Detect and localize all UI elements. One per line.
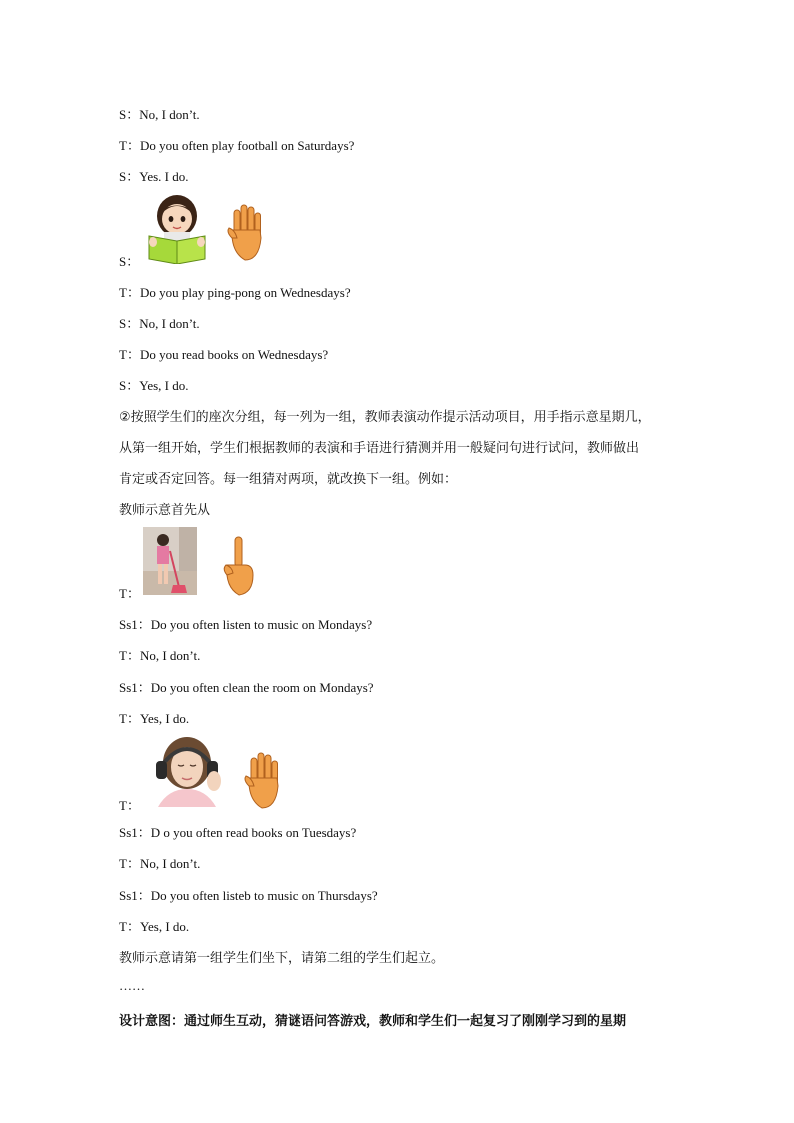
dialogue-line: S：No, I don’t. bbox=[119, 316, 200, 331]
dialogue-line: Ss1：Do you often listen to music on Mondays? bbox=[119, 617, 373, 632]
dialogue-line: S：Yes. I do. bbox=[119, 169, 189, 184]
hand-four-fingers-icon bbox=[244, 750, 282, 812]
dialogue-line: S：No, I don’t. bbox=[119, 107, 200, 122]
paragraph-line: 教师示意首先从 bbox=[119, 503, 211, 518]
dialogue-line: T： bbox=[119, 586, 140, 601]
design-intent-line: 设计意图：通过师生互动，猜谜语问答游戏，教师和学生们一起复习了刚刚学习到的星期 bbox=[119, 1014, 627, 1029]
paragraph-line: ②按照学生们的座次分组，每一列为一组，教师表演动作提示活动项目，用手指示意星期几， bbox=[119, 410, 651, 425]
dialogue-line: T： bbox=[119, 798, 140, 813]
girl-sweeping-floor-photo bbox=[143, 527, 197, 595]
ellipsis-line: …… bbox=[119, 978, 145, 993]
dialogue-line: Ss1：Do you often clean the room on Mondays? bbox=[119, 680, 374, 695]
dialogue-line: T：Do you often play football on Saturdays? bbox=[119, 138, 355, 153]
dialogue-line: T：No, I don’t. bbox=[119, 856, 201, 871]
girl-reading-book-image bbox=[146, 192, 208, 264]
dialogue-line: Ss1：D o you often read books on Tuesdays? bbox=[119, 825, 357, 840]
dialogue-line: T：Yes, I do. bbox=[119, 919, 190, 934]
dialogue-line: T：Do you read books on Wednesdays? bbox=[119, 347, 329, 362]
paragraph-line: 教师示意请第一组学生们坐下，请第二组的学生们起立。 bbox=[119, 951, 445, 966]
dialogue-line: T：Yes, I do. bbox=[119, 711, 190, 726]
dialogue-line: S： bbox=[119, 254, 140, 269]
paragraph-line: 从第一组开始，学生们根据教师的表演和手语进行猜测并用一般疑问句进行试问，教师做出 bbox=[119, 441, 640, 456]
dialogue-line: T：No, I don’t. bbox=[119, 648, 201, 663]
woman-headphones-photo bbox=[148, 733, 226, 807]
dialogue-line: T：Do you play ping-pong on Wednesdays? bbox=[119, 285, 351, 300]
paragraph-line: 肯定或否定回答。每一组猜对两项，就改换下一组。例如： bbox=[119, 472, 458, 487]
hand-four-fingers-icon bbox=[227, 202, 265, 264]
dialogue-line: Ss1：Do you often listeb to music on Thursdays? bbox=[119, 888, 378, 903]
dialogue-line: S：Yes, I do. bbox=[119, 378, 189, 393]
hand-one-finger-icon bbox=[223, 535, 255, 597]
